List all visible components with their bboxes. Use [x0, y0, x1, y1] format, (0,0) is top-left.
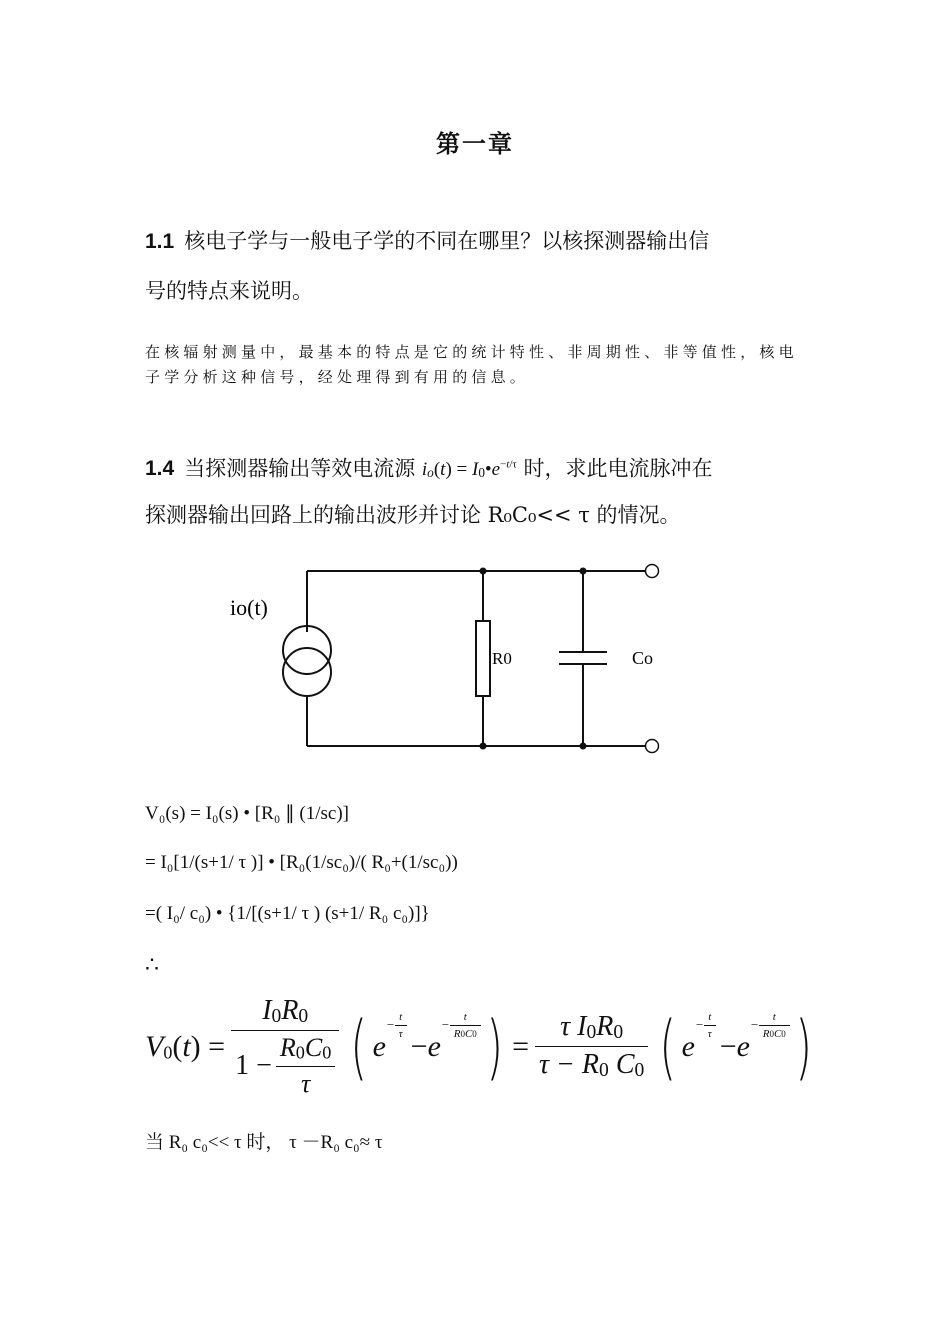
- capacitor-label: Co: [632, 648, 654, 668]
- output-terminal-top: [646, 565, 659, 578]
- question-1-1-text: 核电子学与一般电子学的不同在哪里？以核探测器输出信: [184, 229, 710, 253]
- resistor-label: R0: [492, 649, 512, 668]
- equation-3: =( I₀/ c₀) • {1/[(s+1/ τ ) (s+1/ R₀ c₀)]}: [145, 903, 430, 924]
- answer-1-1: 在核辐射测量中，最基本的特点是它的统计特性、非周期性、非等值性，核电子学分析这种信号，经处理得到有用的信息。: [145, 343, 798, 386]
- question-1-4-line2: 探测器输出回路上的输出波形并讨论 R₀C₀<< τ 的情况。: [145, 503, 681, 527]
- current-source-symbol-lower: [283, 648, 331, 696]
- resistor-r0: [476, 621, 490, 696]
- therefore-symbol: ∴: [145, 952, 159, 977]
- current-source-symbol-upper: [283, 626, 331, 674]
- equation-2: = I₀[1/(s+1/ τ )] • [R₀(1/sc₀)/( R₀+(1/sc₀)): [145, 852, 458, 873]
- equation-1: V₀(s) = I₀(s) • [R₀ ∥ (1/sc)]: [145, 803, 349, 824]
- chapter-title: 第一章: [436, 129, 514, 158]
- question-1-4-number: 1.4: [145, 457, 175, 481]
- output-terminal-bottom: [646, 740, 659, 753]
- source-label: io(t): [230, 595, 268, 620]
- approximation-conclusion: 当 R₀ c₀<< τ 时， τ －R₀ c₀≈ τ: [145, 1132, 383, 1153]
- time-domain-solution: V0(t) = I0R0 1 − $\frac{R0C0}{\tau}$ ( $e^{- \frac{t}{\tau}}$ $-e^{- \frac{t}{R0C0}}$ ) = $\frac{\text{τ I0R0}}{\tau - R0 C0}$ ( $e^{- \frac{t}{\tau}}$ $-e^{- \frac{t}{R0C0}}$ ): [145, 995, 812, 1098]
- question-1-4-line1: 1.4 当探测器输出等效电流源 $io(t) = I0•e^{-t/\tau}$ 时，求此电流脉冲在: [145, 456, 713, 481]
- current-source-formula: $io(t) = I0•e^{-t/\tau}$: [421, 459, 517, 481]
- question-1-1-number: 1.1: [145, 230, 175, 253]
- question-1-1-line2: 号的特点来说明。: [145, 279, 313, 303]
